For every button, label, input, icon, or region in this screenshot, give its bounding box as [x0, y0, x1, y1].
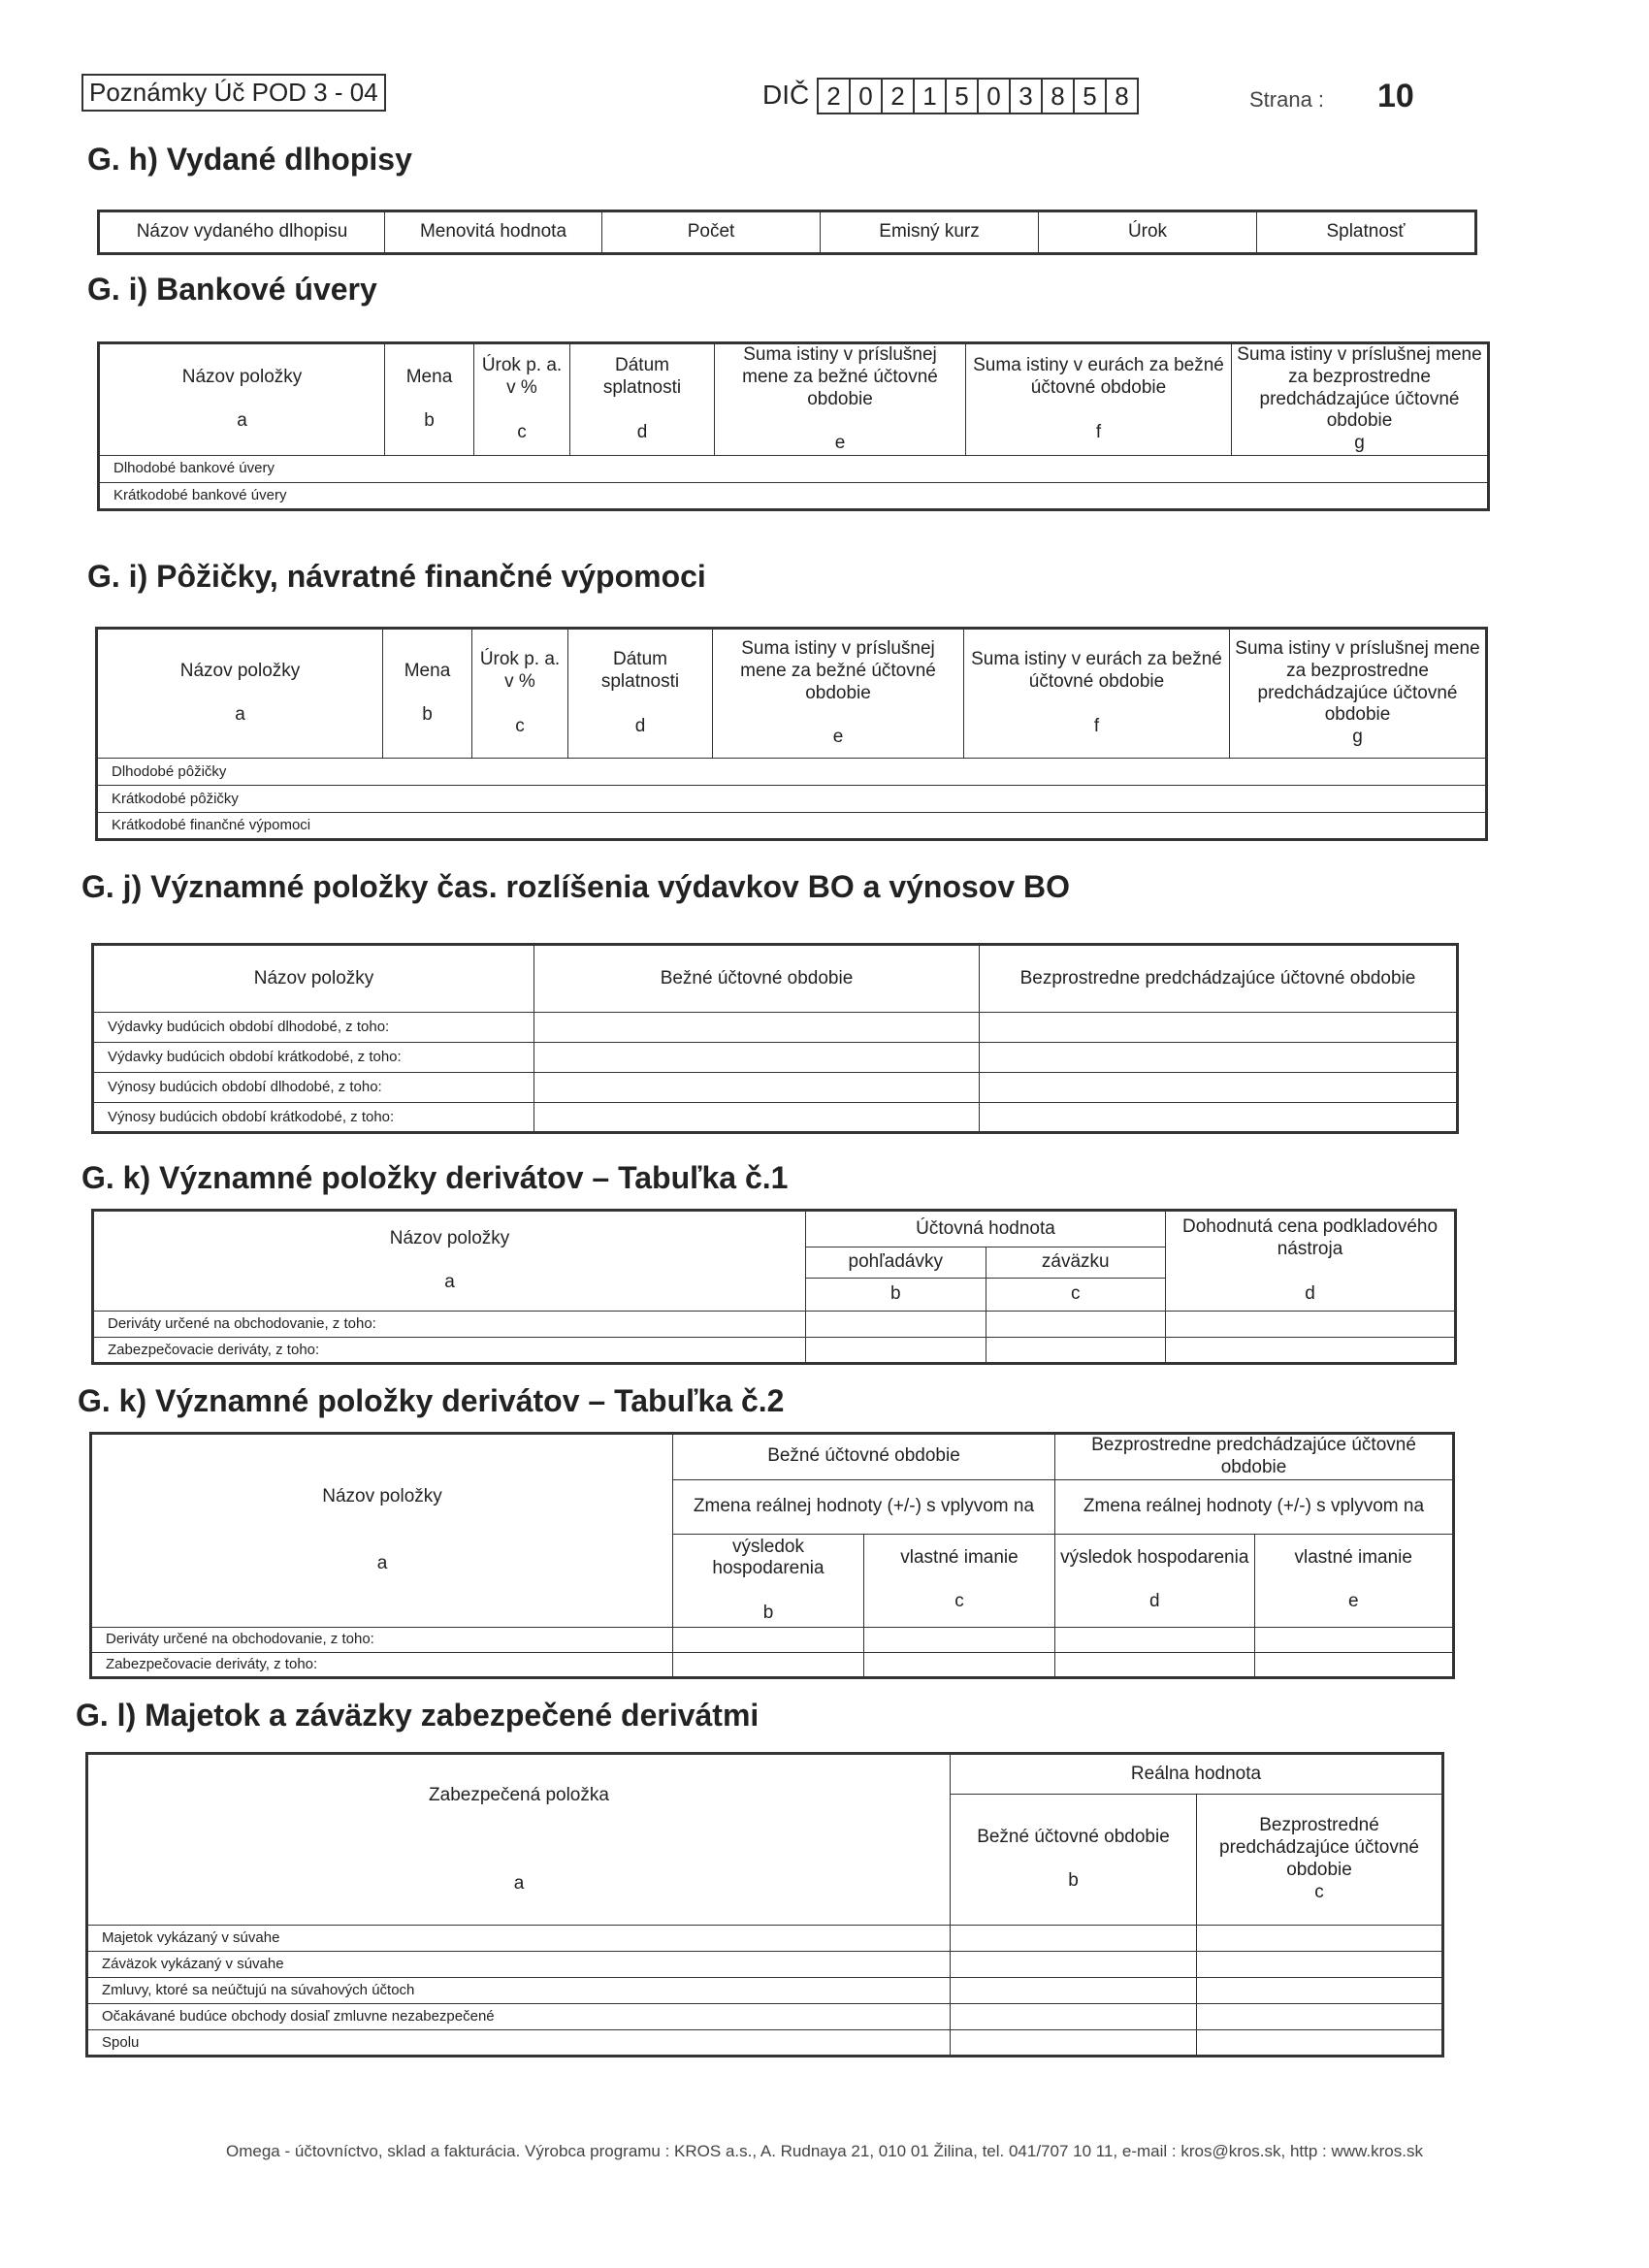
col-header: Menovitá hodnota: [385, 211, 602, 254]
table-accruals: [91, 943, 1459, 1134]
col-header: Bezprostredne predchádzajúce účtovné obdobie: [980, 945, 1458, 1013]
page-number: 10: [1377, 78, 1414, 114]
dic-digit: 0: [851, 78, 883, 114]
col-header: Bežné účtovné obdobie: [673, 1434, 1055, 1480]
dic-field: [817, 78, 1139, 114]
col-header: Názov položky a: [91, 1434, 673, 1628]
col-header: Bežné účtovné obdobie: [534, 945, 980, 1013]
col-header: Zmena reálnej hodnoty (+/-) s vplyvom na: [1055, 1479, 1454, 1534]
section-title-gi: G. i) Bankové úvery: [87, 272, 377, 307]
col-header: Reálna hodnota: [951, 1754, 1443, 1795]
col-letter: c: [986, 1279, 1166, 1312]
col-header: Bezprostredné predchádzajúce účtovné obdobie c: [1197, 1795, 1443, 1926]
col-header: Názov položky a: [93, 1211, 806, 1312]
col-header: Zabezpečená položka a: [87, 1754, 951, 1926]
col-header: Mena b: [385, 343, 474, 456]
table-row: Výnosy budúcich období krátkodobé, z toho:: [93, 1103, 534, 1133]
col-header: Názov položky a: [97, 629, 383, 759]
section-title-gk1: G. k) Významné položky derivátov – Tabuľka č.1: [81, 1160, 789, 1195]
table-row: Dlhodobé pôžičky: [97, 759, 1487, 786]
section-title-gh: G. h) Vydané dlhopisy: [87, 142, 412, 177]
col-header: vlastné imanie c: [864, 1534, 1055, 1627]
dic-digit: 3: [1011, 78, 1043, 114]
col-header: Počet: [602, 211, 821, 254]
col-header: Suma istiny v príslušnej mene za bezprostredne predchádzajúce účtovné obdobie g: [1230, 629, 1487, 759]
col-header: Suma istiny v eurách za bežné účtovné obdobie f: [966, 343, 1232, 456]
table-row: Dlhodobé bankové úvery: [99, 455, 1489, 482]
table-row: Krátkodobé finančné výpomoci: [97, 813, 1487, 840]
col-letter: b: [806, 1279, 986, 1312]
section-title-gl: G. l) Majetok a záväzky zabezpečené derivátmi: [76, 1698, 760, 1733]
col-header: Suma istiny v eurách za bežné účtovné obdobie f: [964, 629, 1230, 759]
table-hedged-items: [85, 1752, 1444, 2057]
table-row: Očakávané budúce obchody dosiaľ zmluvne nezabezpečené: [87, 2004, 951, 2030]
col-header: Emisný kurz: [821, 211, 1039, 254]
table-row: Krátkodobé bankové úvery: [99, 482, 1489, 509]
col-header: Dohodnutá cena podkladového nástroja d: [1166, 1211, 1456, 1312]
col-header: výsledok hospodarenia b: [673, 1534, 864, 1627]
col-header: Zmena reálnej hodnoty (+/-) s vplyvom na: [673, 1479, 1055, 1534]
footer-text: Omega - účtovníctvo, sklad a fakturácia. Výrobca programu : KROS a.s., A. Rudnaya 21, 010 01 Žilina, tel. 041/707 10 11, e-mail : kros@kros.sk, http : www.kros.sk: [226, 2142, 1423, 2160]
table-row: Zabezpečovacie deriváty, z toho:: [91, 1652, 673, 1677]
dic-digit: 5: [947, 78, 979, 114]
section-title-gk2: G. k) Významné položky derivátov – Tabuľka č.2: [78, 1383, 785, 1418]
col-header: Názov položky: [93, 945, 534, 1013]
col-header: vlastné imanie e: [1254, 1534, 1454, 1627]
section-title-gi2: G. i) Pôžičky, návratné finančné výpomoci: [87, 559, 706, 594]
col-header: Mena b: [383, 629, 472, 759]
table-derivatives-2: [89, 1432, 1455, 1679]
col-header: Úrok p. a. v % c: [472, 629, 568, 759]
table-row: Zabezpečovacie deriváty, z toho:: [93, 1338, 806, 1364]
dic-digit: 2: [883, 78, 915, 114]
col-header: Suma istiny v príslušnej mene za bežné účtovné obdobie e: [715, 343, 966, 456]
col-header: Úrok: [1039, 211, 1257, 254]
col-header: záväzku: [986, 1247, 1166, 1279]
table-loans: [95, 627, 1488, 841]
table-bonds: [97, 210, 1477, 255]
table-row: Majetok vykázaný v súvahe: [87, 1926, 951, 1952]
dic-digit: 2: [817, 78, 851, 114]
dic-digit: 5: [1075, 78, 1107, 114]
col-header: Bezprostredne predchádzajúce účtovné obdobie: [1055, 1434, 1454, 1480]
col-header: Účtovná hodnota: [806, 1211, 1166, 1247]
dic-digit: 0: [979, 78, 1011, 114]
dic-label: DIČ: [762, 80, 810, 110]
col-header: Úrok p. a. v % c: [474, 343, 570, 456]
section-title-gj: G. j) Významné položky čas. rozlíšenia výdavkov BO a výnosov BO: [81, 869, 1071, 904]
col-header: Suma istiny v príslušnej mene za bežné účtovné obdobie e: [713, 629, 964, 759]
table-row: Krátkodobé pôžičky: [97, 786, 1487, 813]
table-row: Deriváty určené na obchodovanie, z toho:: [93, 1312, 806, 1338]
col-header: Suma istiny v príslušnej mene za bezprostredne predchádzajúce účtovné obdobie g: [1232, 343, 1489, 456]
table-row: Výnosy budúcich období dlhodobé, z toho:: [93, 1073, 534, 1103]
table-derivatives-1: [91, 1209, 1457, 1365]
col-header: výsledok hospodarenia d: [1055, 1534, 1255, 1627]
dic-digit: 1: [915, 78, 947, 114]
col-header: Názov položky a: [99, 343, 385, 456]
table-bank-loans: [97, 341, 1490, 511]
col-header: Bežné účtovné obdobie b: [951, 1795, 1197, 1926]
page-label: Strana :: [1249, 87, 1325, 112]
col-header: Názov vydaného dlhopisu: [99, 211, 385, 254]
dic-digit: 8: [1107, 78, 1139, 114]
table-row: Spolu: [87, 2030, 951, 2057]
col-header: Dátum splatnosti d: [570, 343, 715, 456]
col-header: Splatnosť: [1257, 211, 1476, 254]
table-row: Výdavky budúcich období dlhodobé, z toho:: [93, 1013, 534, 1043]
form-id: Poznámky Úč POD 3 - 04: [81, 74, 386, 112]
table-row: Záväzok vykázaný v súvahe: [87, 1952, 951, 1978]
table-row: Zmluvy, ktoré sa neúčtujú na súvahových účtoch: [87, 1978, 951, 2004]
col-header: Dátum splatnosti d: [568, 629, 713, 759]
table-row: Výdavky budúcich období krátkodobé, z toho:: [93, 1043, 534, 1073]
dic-digit: 8: [1043, 78, 1075, 114]
table-row: Deriváty určené na obchodovanie, z toho:: [91, 1627, 673, 1652]
col-header: pohľadávky: [806, 1247, 986, 1279]
